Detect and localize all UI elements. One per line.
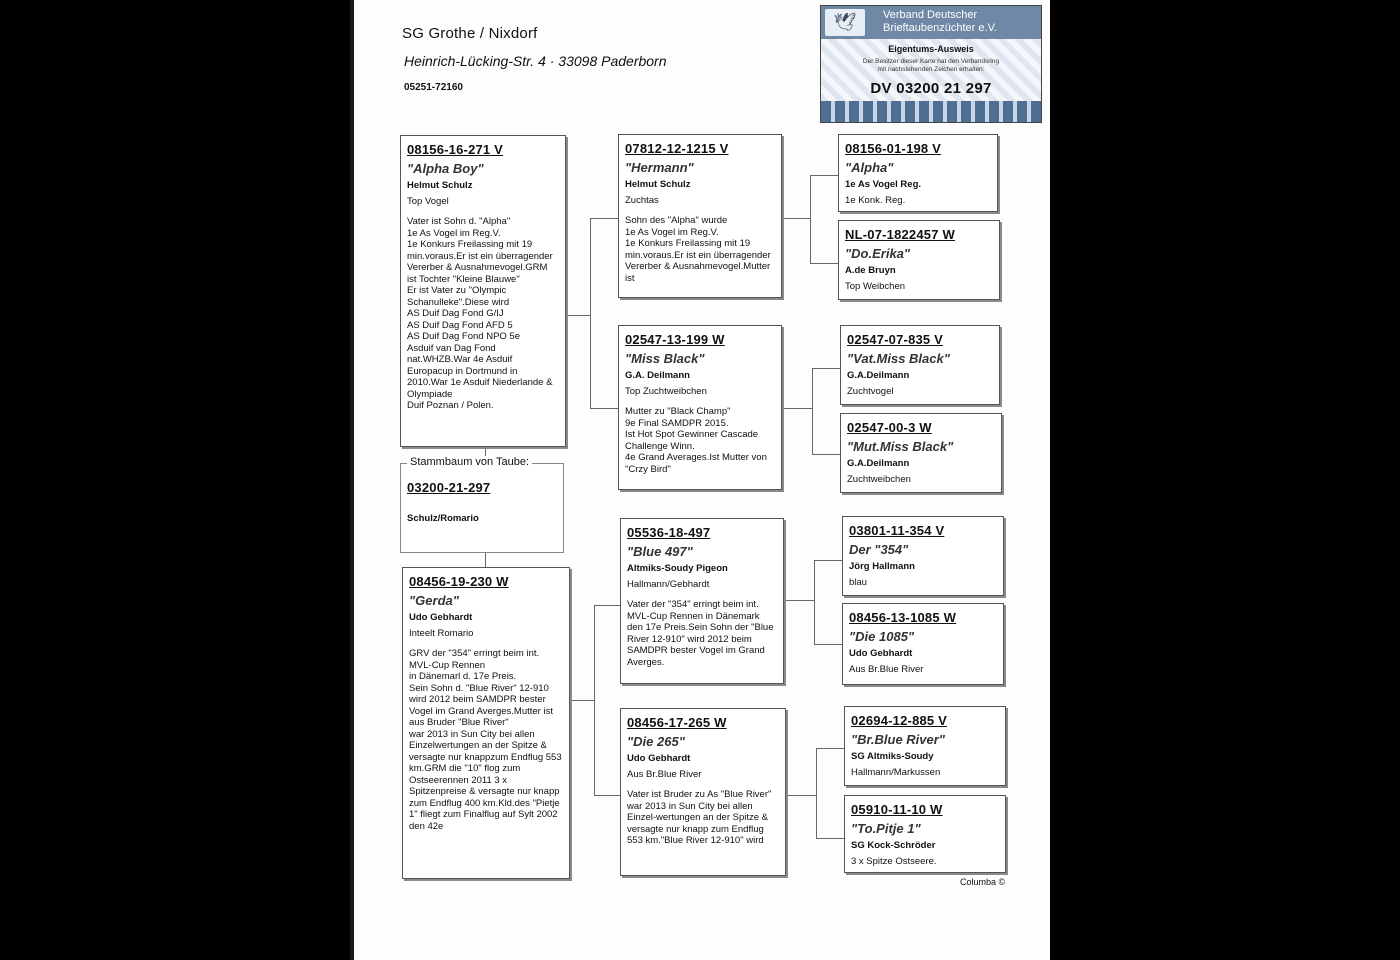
pedigree-box-sire [400, 135, 566, 447]
pigeon-description: Sohn des "Alpha" wurde 1e As Vogel im Reg.V. 1e Konkurs Freilassing mit 19 min.voraus.Er ist ein überragender Vererber & Ausnahmevogel.Mutter ist [625, 215, 771, 284]
pigeon-name: "Die 265" [627, 734, 685, 749]
pigeon-name: "Br.Blue River" [851, 732, 945, 747]
loft-name: SG Grothe / Nixdorf [402, 25, 538, 42]
pigeon-note: Hallmann/Markussen [851, 767, 941, 778]
pigeon-name: "Alpha" [845, 160, 894, 175]
loft-address: Heinrich-Lücking-Str. 4 · 33098 Paderborn [404, 53, 667, 69]
pedigree-box-ss-sire [838, 134, 998, 212]
pigeon-note: Hallmann/Gebhardt [627, 579, 710, 590]
pigeon-note: Aus Br.Blue River [849, 664, 924, 675]
pigeon-description: Vater ist Sohn d. "Alpha" 1e As Vogel im Reg.V. 1e Konkurs Freilassing mit 19 min.voraus.Er ist ein überragender Vererber & Ausnahmevogel.GRM ist Tochter "Kleine Blauwe" Er ist Vater zu "Olympic Schanulleke".Diese wird AS Duif Dag Fond G/IJ AS Duif Dag Fond AFD 5 AS Duif Dag Fond NPO 5e Asduif van Dag Fond nat.WHZB.War 4e Asduif Europacup in Dortmund in 2010.War 1e Asduif Niederlande & Olympiade Duif Poznan / Polen. [407, 216, 553, 411]
pigeon-name: "Mut.Miss Black" [847, 439, 954, 454]
breeder-name: Jörg Hallmann [849, 561, 915, 572]
pedigree-box-dd-sire [844, 706, 1006, 786]
breeder-name: Udo Gebhardt [627, 753, 691, 764]
breeder-name: SG Altmiks-Soudy [851, 751, 934, 762]
pedigree-box-subject [400, 456, 564, 553]
ring-number: 02694-12-885 V [851, 713, 948, 728]
pedigree-box-ss-dam [838, 220, 1000, 300]
pigeon-note: Top Vogel [407, 196, 449, 207]
ring-number: 03801-11-354 V [849, 523, 945, 538]
software-credit: Columba © [960, 877, 1006, 887]
pigeon-note: 1e Konk. Reg. [845, 195, 906, 206]
breeder-name: 1e As Vogel Reg. [845, 179, 922, 190]
pigeon-name: "Blue 497" [627, 544, 693, 559]
breeder-name: G.A. Deilmann [625, 370, 690, 381]
pedigree-box-sd-sire [840, 325, 1000, 405]
ring-number: 07812-12-1215 V [625, 141, 729, 156]
pigeon-note: Aus Br.Blue River [627, 769, 702, 780]
pigeon-note: Zuchtvogel [847, 386, 894, 397]
pedigree-box-dam [402, 567, 570, 879]
pigeon-note: Top Zuchtweibchen [625, 386, 707, 397]
pigeon-icon: 🕊 [825, 9, 865, 36]
ring-number: 05536-18-497 [627, 525, 711, 540]
pedigree-box-sire-dam [618, 325, 782, 490]
pigeon-name: "To.Pitje 1" [851, 821, 921, 836]
pigeon-name: "Do.Erika" [845, 246, 911, 261]
pedigree-box-ds-sire [842, 516, 1004, 596]
pedigree-box-dam-sire [620, 518, 784, 684]
pedigree-label: Stammbaum von Taube: [407, 456, 532, 468]
breeder-name: Schulz/Romario [407, 513, 479, 524]
pigeon-description: Vater der "354" erringt beim int. MVL-Cup Rennen in Dänemark den 17e Preis.Sein Sohn der "Blue River 12-910" wird 2012 beim SAMDPR bester Vogel im Grand Averges. [627, 599, 774, 668]
pigeon-note: Zuchtas [625, 195, 659, 206]
pigeon-name: "Alpha Boy" [407, 161, 484, 176]
ring-number: 02547-00-3 W [847, 420, 932, 435]
pigeon-name: "Hermann" [625, 160, 694, 175]
card-header [821, 6, 1041, 39]
breeder-name: G.A.Deilmann [847, 370, 910, 381]
breeder-name: A.de Bruyn [845, 265, 896, 276]
pigeon-description: Vater ist Bruder zu As "Blue River" war 2013 in Sun City bei allen Einzel-wertungen an der Spitze & versagte nur knapp zum Endflug 553 km."Blue River 12-910" wird [627, 789, 772, 846]
ring-number: 08456-13-1085 W [849, 610, 957, 625]
pigeon-note: Zuchtweibchen [847, 474, 911, 485]
pigeon-note: blau [849, 577, 867, 588]
pigeon-name: "Vat.Miss Black" [847, 351, 950, 366]
pigeon-note: Top Weibchen [845, 281, 906, 292]
pigeon-note: Inteelt Romario [409, 628, 474, 639]
ring-number: 02547-07-835 V [847, 332, 944, 347]
ring-number: NL-07-1822457 W [845, 227, 955, 242]
pigeon-name: "Gerda" [409, 593, 459, 608]
pigeon-description: Mutter zu "Black Champ" 9e Final SAMDPR 2015. Ist Hot Spot Gewinner Cascade Challenge Winn. 4e Grand Averages.Ist Mutter von "Crzy Bird" [625, 406, 767, 475]
pigeon-note: 3 x Spitze Ostseere. [851, 856, 937, 867]
card-subtext: Der Besitzer dieser Karte hat den Verbandsring mit nachstehenden Zeichen erhalten: [862, 58, 1000, 73]
ring-number: 08156-01-198 V [845, 141, 942, 156]
breeder-name: SG Kock-Schröder [851, 840, 936, 851]
ring-number: 08156-16-271 V [407, 142, 504, 157]
pigeon-description: GRV der "354" erringt beim int. MVL-Cup Rennen in Dänemarl d. 17e Preis. Sein Sohn d. "Blue River" 12-910 wird 2012 beim SAMDPR bester Vogel im Grand Averges.Mutter ist aus Bruder "Blue River" war 2013 in Sun City bei allen Einzelwertungen an der Spitze & versagte nur knappzum Endflug 553 km.GRM die "10" flog zum Ostseerennen 2011 3 x Spitzenpreise & versagte nur knapp zum Endflug 400 km.Kld.des "Pietje 1" fliegt zum Finalflug auf Sylt 2002 den 42e [409, 648, 562, 832]
pigeon-name: Der "354" [849, 542, 909, 557]
ring-number: 02547-13-199 W [625, 332, 725, 347]
ring-number: 03200-21-297 [407, 480, 491, 495]
ring-number: 08456-19-230 W [409, 574, 509, 589]
loft-phone: 05251-72160 [404, 82, 463, 93]
pedigree-box-dam-dam [620, 708, 786, 876]
breeder-name: Altmiks-Soudy Pigeon [627, 563, 728, 574]
breeder-name: Helmut Schulz [625, 179, 691, 190]
ring-number: 08456-17-265 W [627, 715, 727, 730]
pedigree-box-sd-dam [840, 413, 1002, 493]
breeder-name: Udo Gebhardt [409, 612, 473, 623]
card-org: Verband Deutscher Brieftaubenzüchter e.V. [883, 9, 997, 34]
ring-number: 05910-11-10 W [851, 802, 943, 817]
card-heading: Eigentums-Ausweis [888, 44, 974, 54]
pedigree-sheet [350, 0, 1050, 960]
pedigree-box-ds-dam [842, 603, 1004, 685]
card-footer-pattern [821, 101, 1041, 123]
breeder-name: Udo Gebhardt [849, 648, 913, 659]
breeder-name: G.A.Deilmann [847, 458, 910, 469]
ownership-card [820, 5, 1042, 123]
card-ring-number: DV 03200 21 297 [870, 80, 992, 97]
pedigree-box-dd-dam [844, 795, 1006, 873]
pigeon-name: "Miss Black" [625, 351, 705, 366]
pigeon-name: "Die 1085" [849, 629, 915, 644]
breeder-name: Helmut Schulz [407, 180, 473, 191]
pedigree-box-sire-sire [618, 134, 782, 298]
